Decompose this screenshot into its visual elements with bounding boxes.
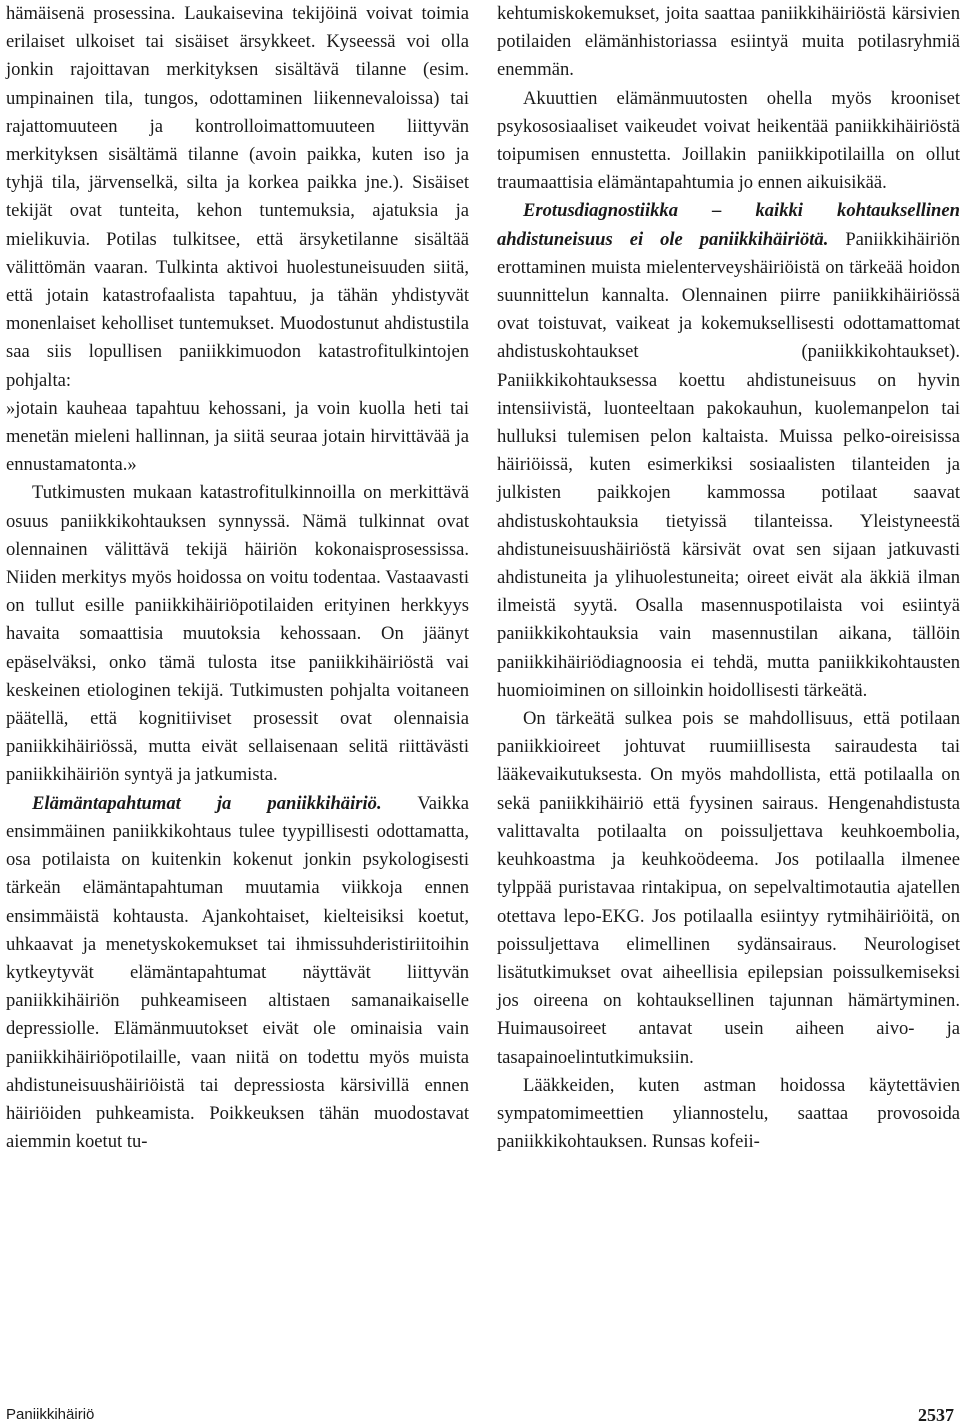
paragraph-continuation: kehtumiskokemukset, joita saattaa paniikkihäiriöstä kärsivien potilaiden elämänhistoriassa esiintyä muita potilasryhmiä enemmän.	[497, 3, 960, 81]
paragraph-chronic-difficulties: Akuuttien elämänmuutosten ohella myös krooniset psykososiaaliset vaikeudet voivat heikentää paniikkihäiriöstä toipumisen ennustetta. Joillakin paniikkipotilailla on ollut traumaattisia elämäntapahtumia jo ennen aikuisikää.	[497, 87, 960, 194]
page-number: 2537	[918, 1405, 954, 1425]
page-footer	[0, 1404, 960, 1426]
section-heading-differential-diagnosis: Erotusdiagnostiikka – kaikki kohtauksellinen ahdistuneisuus ei ole paniikkihäiriötä.	[497, 200, 960, 250]
paragraph-differential-diagnosis	[497, 197, 960, 705]
paragraph-cognitive-process: hämäisenä prosessina. Laukaisevina tekijöinä voivat toimia erilaiset ulkoiset tai sisäiset ärsykkeet. Kyseessä voi olla jonkin rajoittavan merkityksen sisältävä tilanne (esim. umpinainen tila, tungos, odottaminen liikennevaloissa) tai rajattomuuteen ja kontrolloimattomuuteen liittyvän merkityksen sisältämä tilanne (avoin paikka, kuten iso ja tyhjä tila, järvenselkä, silta ja korkea paikka jne.). Sisäiset tekijät ovat tunteita, kehon tuntemuksia, ajatuksia ja mielikuvia. Potilas tulkitsee, että ärsyketilanne sisältää välittömän vaaran. Tulkinta aktivoi huolestuneisuuden siitä, että jotain katastrofaalista tapahtuu, ja tähän yhdistyvät monenlaiset keholliset tuntemukset. Muodostunut ahdistustila saa siis lopullisen paniikkimuodon katastrofitulkintojen pohjalta: »jotain kauheaa tapahtuu kehossani, ja voin kuolla heti tai menetän mieleni hallinnan, ja siitä seuraa jotain hirvittävää ja ennustamatonta.»	[6, 3, 469, 476]
section-heading-life-events: Elämäntapahtumat ja paniikkihäiriö.	[32, 792, 382, 814]
footer-section-title: Paniikkihäiriö	[6, 1406, 95, 1423]
paragraph-life-events-text: Vaikka ensimmäinen paniikkikohtaus tulee tyypillisesti odottamatta, osa potilaista on kuitenkin kokenut jonkin psykologisesti tärkeän elämäntapahtuman muutamia viikkoja ennen ensimmäistä kohtausta. Ajankohtaiset, kielteisiksi koetut, uhkaavat ja menetyskokemukset tai ihmissuhderistiriitoihin kytkeytyvät elämäntapahtumat näyttävät liittyvän paniikkihäiriön puhkeamiseen altistaen samanaikaiselle depressiolle. Elämänmuutokset eivät ole ominaisia vain paniikkihäiriöpotilaille, vaan niitä on todettu myös muista ahdistuneisuushäiriöistä tai depressiosta kärsivillä ennen häiriöiden puhkeamista. Poikkeuksen tähän muodostavat aiemmin koetut tu-	[6, 792, 469, 1153]
left-column	[6, 0, 469, 1156]
paragraph-differential-diagnosis-text: Paniikkihäiriön erottaminen muista mielenterveyshäiriöistä on tärkeää hoidon suunnittelun kannalta. Olennainen piirre paniikkihäiriössä ovat toistuvat, vaikeat ja kokemuksellisesti odottamattomat ahdistuskohtaukset (paniikkikohtaukset). Paniikkikohtauksessa koettu ahdistuneisuus on hyvin intensiivistä, luonteeltaan pakokauhun, kuolemanpelon tai hulluksi tulemisen pelon kaltaista. Muissa pelko-oireisissa häiriöissä, kuten esimerkiksi sosiaalisten tilanteiden ja julkisten paikkojen kammossa potilaat saavat ahdistuskohtauksia tietyissä tilanteissa. Yleistyneestä ahdistuneisuushäiriöstä kärsivät ovat sen sijaan jatkuvasti ahdistuneita ja ylihuolestuneita; oireet eivät ala äkkiä ilman ilmeistä syytä. Osalla masennuspotilaista voi esiintyä paniikkikohtauksia vain masennustilan aikana, tällöin paniikkihäiriödiagnoosia ei tehdä, mutta paniikkikohtausten huomioiminen on silloinkin hoidollisesti tärkeätä.	[497, 228, 960, 701]
paragraph-life-events	[6, 790, 469, 1157]
right-column	[497, 0, 960, 1156]
paragraph-catastrophic-interpretations: Tutkimusten mukaan katastrofitulkinnoilla on merkittävä osuus paniikkikohtauksen synnyssä. Nämä tulkinnat ovat olennainen välittävä tekijä häiriön kokonaisprosessissa. Niiden merkitys myös hoidossa on voitu todentaa. Vastaavasti on tullut esille paniikkihäiriöpotilaiden erityinen herkkyys havaita somaattisia muutoksia kehossaan. On jäänyt epäselväksi, onko tämä tulosta itse paniikkihäiriöstä vai keskeinen etiologinen tekijä. Tutkimusten pohjalta voitaneen päätellä, että kognitiiviset prosessit ovat olennaisia paniikkihäiriössä, mutta eivät sellaisenaan selitä riittävästi paniikkihäiriön syntyä ja jatkumista.	[6, 482, 469, 786]
paragraph-somatic-exclusion: On tärkeätä sulkea pois se mahdollisuus, että potilaan paniikkioireet johtuvat ruumiillisesta sairaudesta tai lääkevaikutuksesta. On myös mahdollista, että potilaalla on sekä paniikkihäiriö että fyysinen sairaus. Hengenahdistusta valittavalta potilaalta on poissuljettava keuhkoembolia, keuhkoastma ja keuhkoödeema. Jos potilaalla ilmenee tylppää puristavaa rintakipua, on sepelvaltimotautia ajatellen otettava lepo-EKG. Jos potilaalla esiintyy rytmihäiriöitä, on poissuljettava elimellinen sydänsairaus. Neurologiset lisätutkimukset ovat aiheellisia epilepsian poissulkemiseksi jos oireena on kohtauksellinen tajunnan hämärtyminen. Huimausoireet antavat usein aiheen aivo- ja tasapainoelintutkimuksiin.	[497, 708, 960, 1068]
paragraph-medications: Lääkkeiden, kuten astman hoidossa käytettävien sympatomimeettien yliannostelu, saattaa provosoida paniikkikohtauksen. Runsas kofeii-	[497, 1074, 960, 1153]
